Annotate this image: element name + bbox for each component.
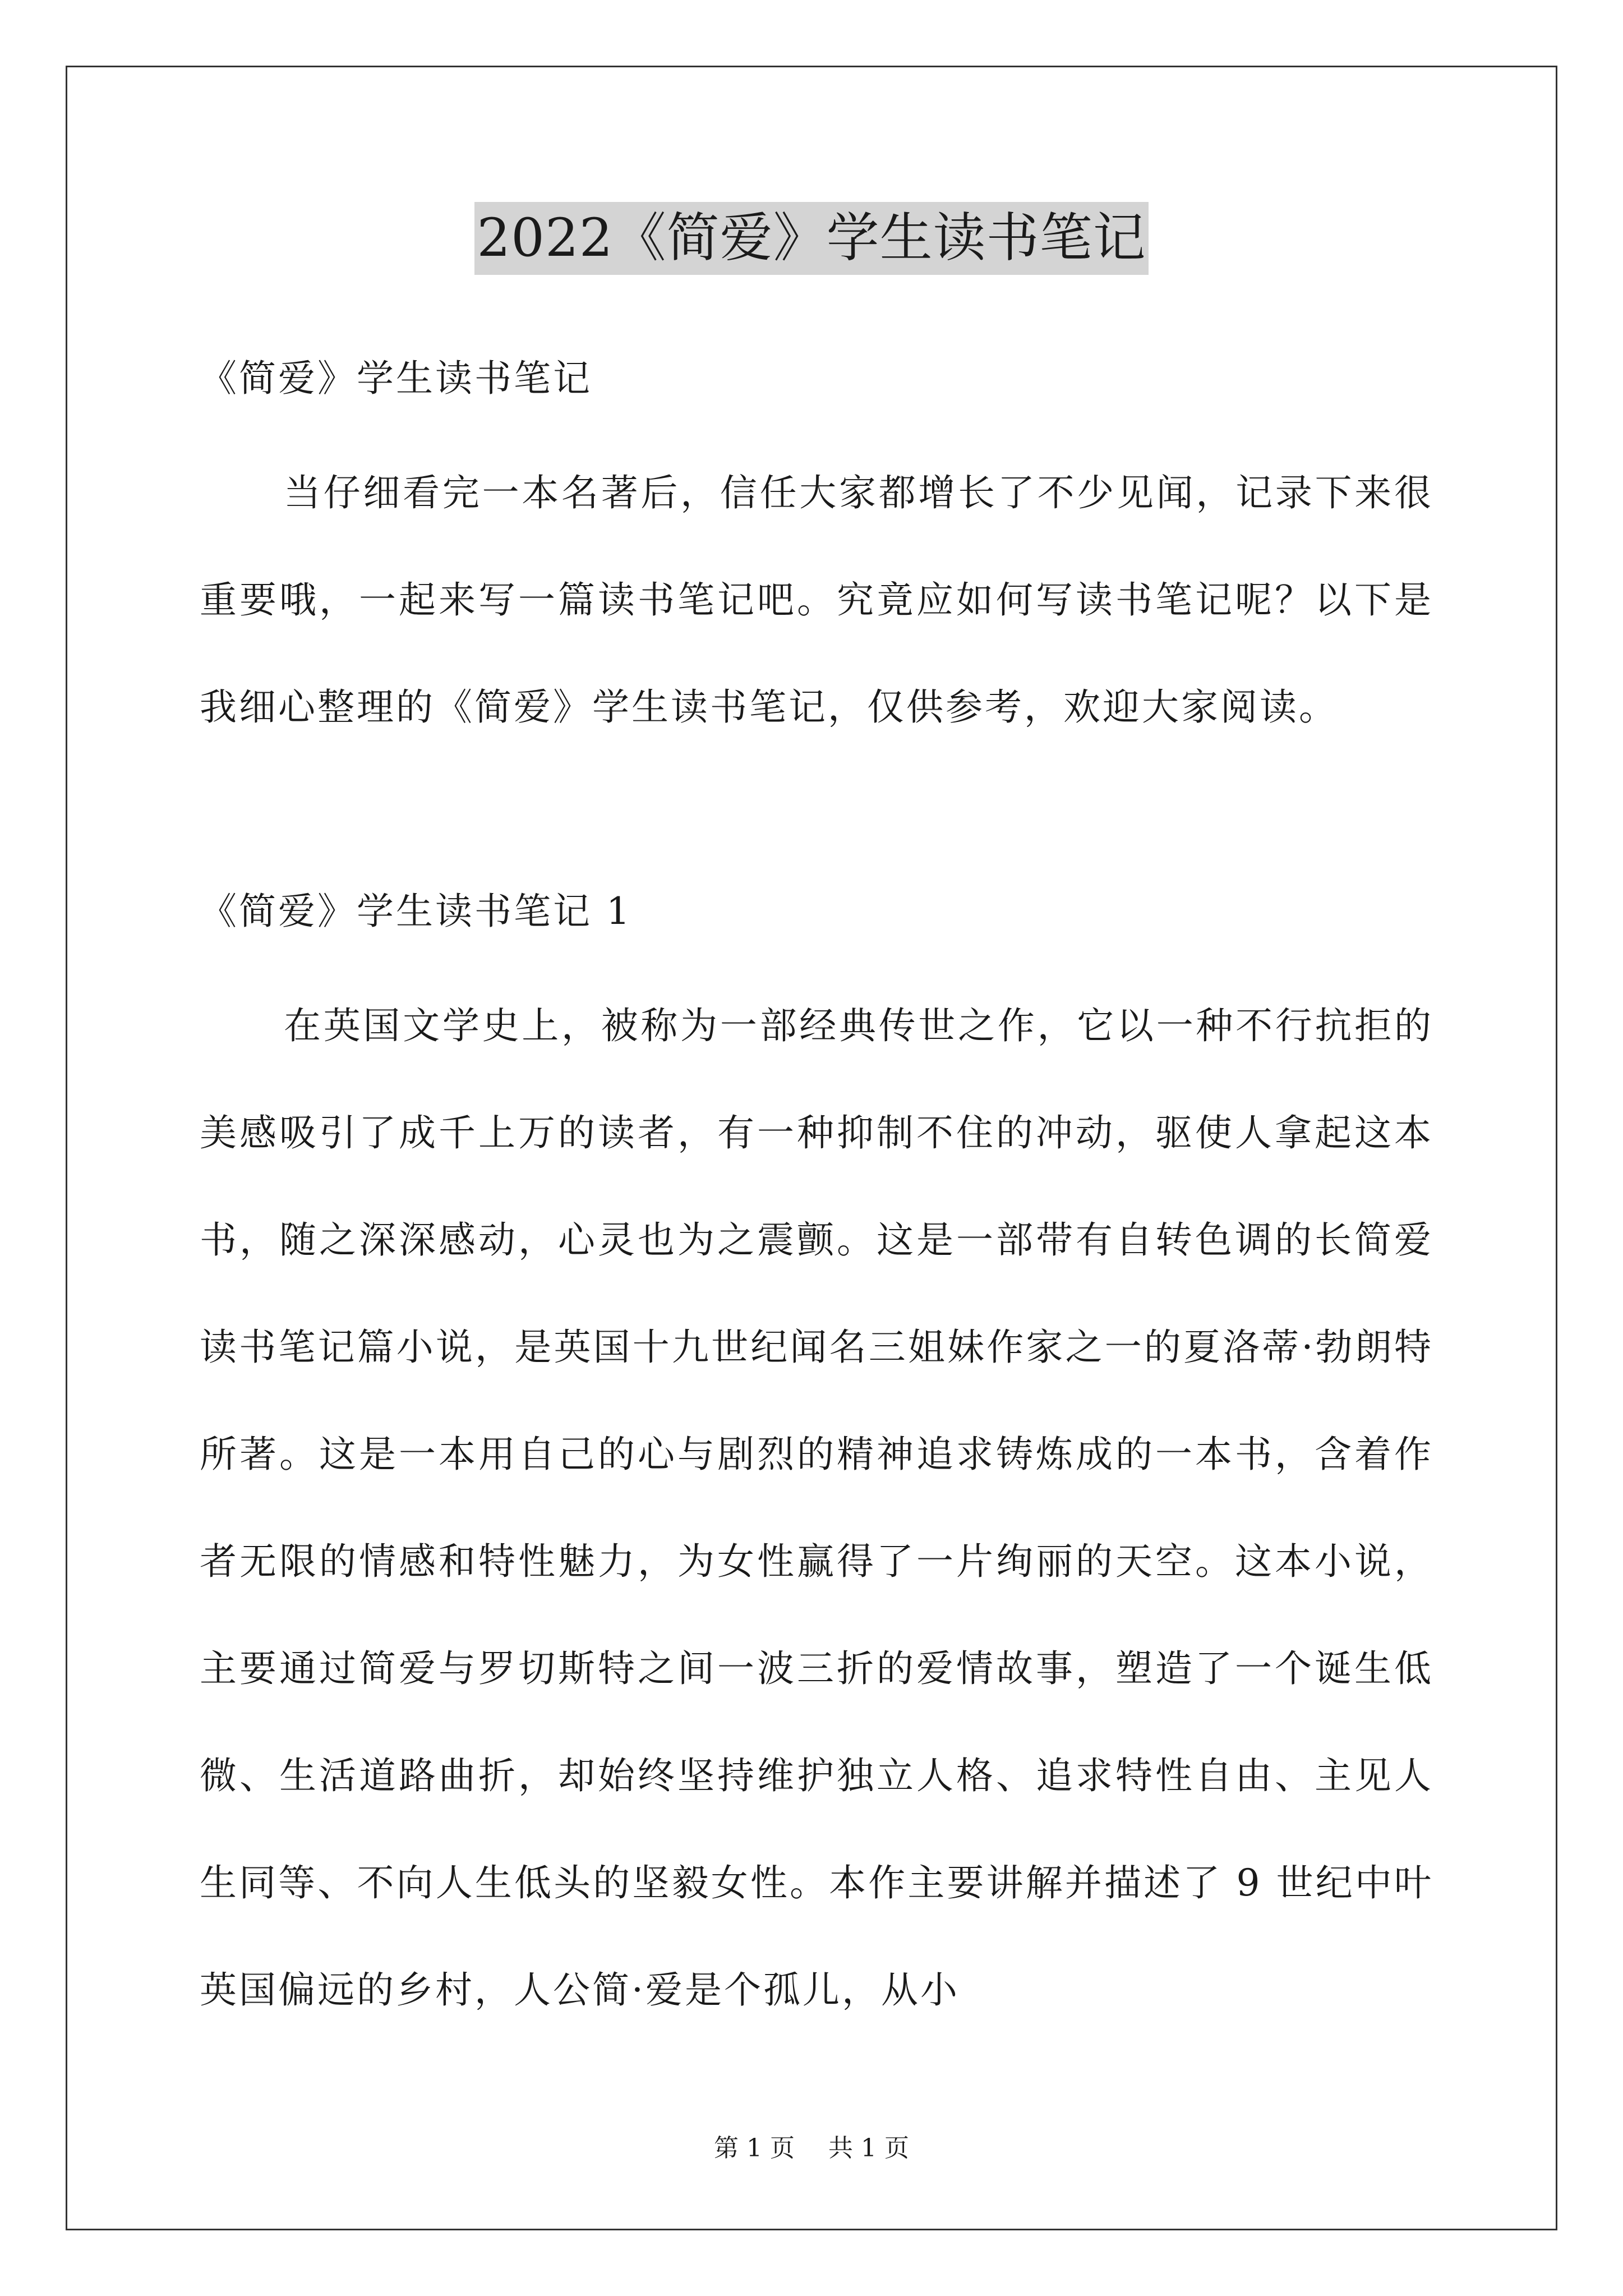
page-footer <box>0 2132 1623 2165</box>
page-total: 共 1 页 <box>828 2134 909 2162</box>
document-title: 2022《简爱》学生读书笔记 <box>474 202 1148 275</box>
section-paragraph-1: 在英国文学史上，被称为一部经典传世之作，它以一种不行抗拒的美感吸引了成千上万的读者，有一种抑制不住的冲动，驱使人拿起这本书，随之深深感动，心灵也为之震颤。这是一部带有自转色调的长简爱读书笔记篇小说，是英国十九世纪闻名三姐妹作家之一的夏洛蒂·勃朗特所著。这是一本用自己的心与剧烈的精神追求铸炼成的一本书，含着作者无限的情感和特性魅力，为女性赢得了一片绚丽的天空。这本小说，主要通过简爱与罗切斯特之间一波三折的爱情故事，塑造了一个诞生低微、生活道路曲折，却始终坚持维护独立人格、追求特性自由、主见人生同等、不向人生低头的坚毅女性。本作主要讲解并描述了 9 世纪中叶英国偏远的乡村，人公简·爱是个孤儿，从小 <box>200 1004 1433 2012</box>
document-subtitle: 《简爱》学生读书笔记 <box>200 357 592 400</box>
title-container <box>0 202 1623 275</box>
intro-paragraph: 当仔细看完一本名著后，信任大家都增长了不少见闻，记录下来很重要哦，一起来写一篇读书笔记吧。究竟应如何写读书笔记呢？以下是我细心整理的《简爱》学生读书笔记，仅供参考，欢迎大家阅读。 <box>200 471 1433 729</box>
section-heading-1: 《简爱》学生读书笔记 1 <box>200 890 632 933</box>
page-number: 第 1 页 <box>714 2134 795 2162</box>
